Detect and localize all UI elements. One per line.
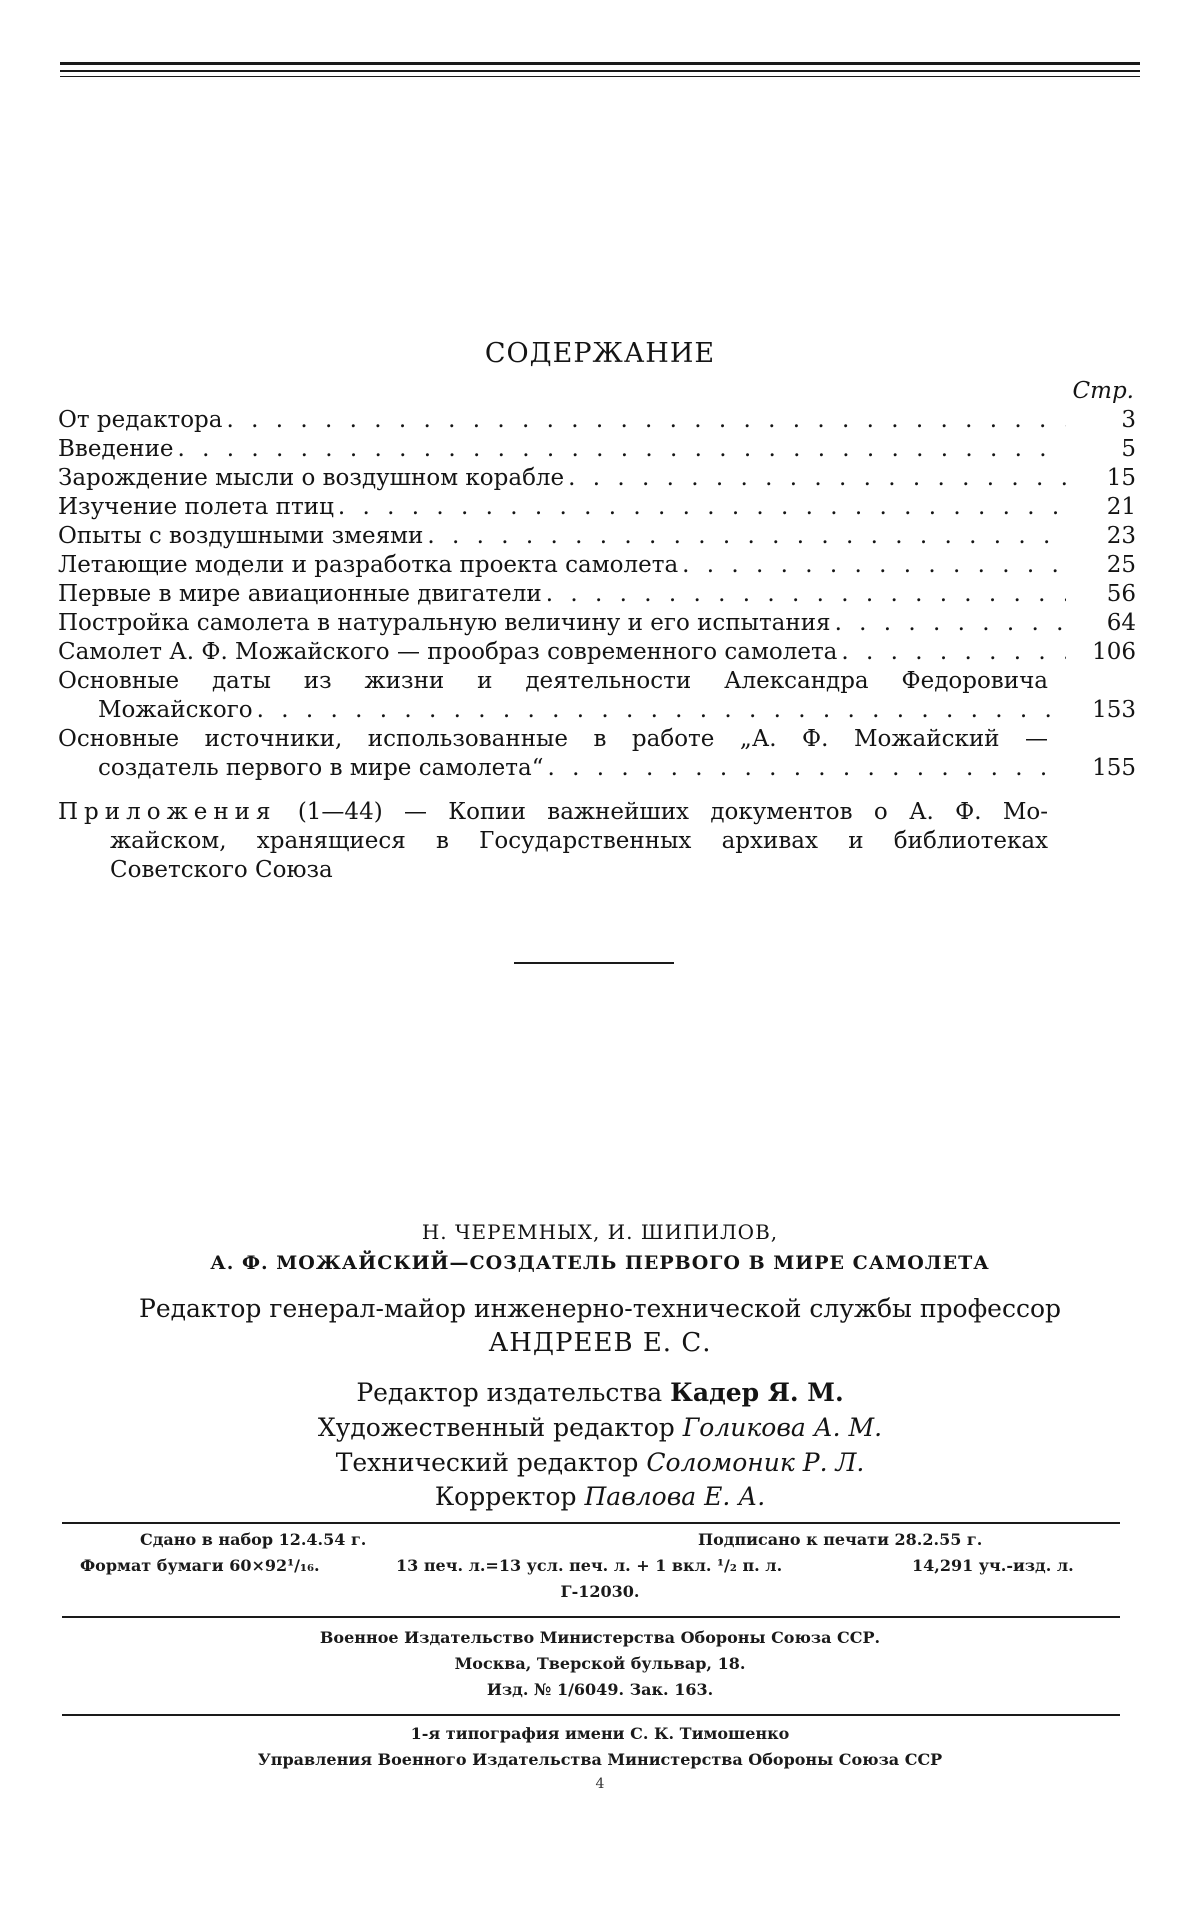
toc-entry-title: Введение — [58, 436, 174, 462]
imprint-rule — [62, 1714, 1120, 1716]
toc-entry-title-cont: создатель первого в мире самолета“ — [98, 755, 544, 781]
appendix-text: (1—44) — Копии важнейших документов о А. Ф. Мо- — [276, 799, 1048, 825]
publishing-editor — [0, 1378, 1200, 1407]
toc-leader — [334, 493, 1066, 522]
imprint-address: Москва, Тверской бульвар, 18. — [454, 1654, 746, 1673]
toc-entry-page: 153 — [1092, 697, 1136, 723]
toc-entry-title: Изучение полета птиц — [58, 494, 334, 520]
art-editor-name: Голикова А. М. — [682, 1413, 883, 1442]
toc-leader — [678, 551, 1066, 580]
toc-entry-page: 25 — [1106, 552, 1136, 578]
publishing-editor-label: Редактор издательства — [356, 1378, 671, 1407]
book-title: А. Ф. МОЖАЙСКИЙ—СОЗДАТЕЛЬ ПЕРВОГО В МИРЕ САМОЛЕТА — [210, 1252, 990, 1274]
toc-entry-title: Зарождение мысли о воздушном корабле — [58, 465, 565, 491]
imprint-volume: 14,291 уч.-изд. л. — [912, 1556, 1074, 1575]
appendix-line: жайском, хранящиеся в Государственных архивах и библиотеках — [110, 828, 1048, 854]
imprint-signed: Подписано к печати 28.2.55 г. — [698, 1530, 983, 1549]
toc-entry-page: 106 — [1092, 639, 1136, 665]
toc-entry-title: Опыты с воздушными змеями — [58, 523, 424, 549]
art-editor-label: Художественный редактор — [317, 1413, 683, 1442]
toc-entry-title: Постройка самолета в натуральную величину и его испытания — [58, 610, 831, 636]
top-rule — [60, 76, 1140, 77]
toc-leader — [837, 638, 1066, 667]
toc-entry — [58, 580, 1136, 609]
imprint-publisher: Военное Издательство Министерства Обороны Союза ССР. — [319, 1628, 881, 1647]
imprint-printer-org: Управления Военного Издательства Министерства Обороны Союза ССР — [257, 1750, 943, 1769]
imprint-rule — [62, 1522, 1120, 1524]
toc-entry-title: Первые в мире авиационные двигатели — [58, 581, 542, 607]
imprint-rule — [62, 1616, 1120, 1618]
corrector-name: Павлова Е. А. — [584, 1482, 766, 1511]
toc-leader — [174, 435, 1066, 464]
toc-entry — [58, 609, 1136, 638]
imprint-printer: 1-я типография имени С. К. Тимошенко — [410, 1724, 790, 1743]
toc-entry-page: 5 — [1121, 436, 1136, 462]
toc-entry — [58, 696, 1136, 725]
toc-entry-page: 15 — [1106, 465, 1136, 491]
editor-name: АНДРЕЕВ Е. С. — [488, 1328, 712, 1358]
authors: Н. ЧЕРЕМНЫХ, И. ШИПИЛОВ, — [421, 1220, 779, 1244]
imprint-sheets: 13 печ. л.=13 усл. печ. л. + 1 вкл. ¹/₂ п. л. — [396, 1556, 783, 1575]
top-rule — [60, 70, 1140, 72]
toc-leader — [543, 754, 1066, 783]
toc-leader — [831, 609, 1066, 638]
toc-page-header: Стр. — [1072, 378, 1134, 404]
toc-entry-page: 155 — [1092, 755, 1136, 781]
toc-entry — [58, 754, 1136, 783]
toc-entry — [58, 522, 1136, 551]
toc-leader — [542, 580, 1066, 609]
toc-appendix — [58, 798, 1048, 885]
appendix-label: Приложения — [58, 799, 277, 825]
imprint-format: Формат бумаги 60×92¹/₁₆. — [80, 1556, 320, 1575]
editor-line: Редактор генерал-майор инженерно-технической службы профессор — [139, 1294, 1061, 1323]
toc-entry-first-line — [58, 667, 1136, 696]
appendix-line — [58, 798, 1048, 827]
toc-entry-title: Основные даты из жизни и деятельности Александра Федоровича — [58, 668, 1048, 694]
toc-title: СОДЕРЖАНИЕ — [484, 338, 716, 369]
toc-leader — [253, 696, 1066, 725]
top-rule — [60, 62, 1140, 65]
corrector — [0, 1482, 1200, 1511]
toc-entry — [58, 638, 1136, 667]
tech-editor-name: Соломоник Р. Л. — [646, 1448, 865, 1477]
toc-entry-page: 21 — [1106, 494, 1136, 520]
tech-editor — [0, 1448, 1200, 1477]
toc-leader — [222, 406, 1066, 435]
toc-entry — [58, 464, 1136, 493]
toc-entry-page: 23 — [1106, 523, 1136, 549]
toc-leader — [564, 464, 1066, 493]
toc-entry — [58, 435, 1136, 464]
imprint-code: Г-12030. — [560, 1582, 640, 1601]
toc-entry-page: 64 — [1106, 610, 1136, 636]
toc-entry-title: Основные источники, использованные в работе „А. Ф. Можайский — — [58, 726, 1048, 752]
corrector-label: Корректор — [434, 1482, 585, 1511]
toc-entry-first-line — [58, 725, 1136, 754]
toc-entry-title: Летающие модели и разработка проекта самолета — [58, 552, 679, 578]
toc-entry-title-cont: Можайского — [98, 697, 253, 723]
toc-entry-title: От редактора — [58, 407, 223, 433]
toc-entry-page: 3 — [1121, 407, 1136, 433]
imprint-order: Изд. № 1/6049. Зак. 163. — [486, 1680, 714, 1699]
toc-entry-page: 56 — [1106, 581, 1136, 607]
toc-entry-title: Самолет А. Ф. Можайского — прообраз современного самолета — [58, 639, 838, 665]
toc-entry — [58, 493, 1136, 522]
tech-editor-label: Технический редактор — [335, 1448, 647, 1477]
toc-leader — [423, 522, 1066, 551]
imprint-sent-to-set: Сдано в набор 12.4.54 г. — [140, 1530, 367, 1549]
toc-entry — [58, 406, 1136, 435]
toc-entry — [58, 551, 1136, 580]
table-of-contents — [58, 406, 1136, 783]
art-editor — [0, 1413, 1200, 1442]
section-separator — [514, 962, 674, 964]
page-number: 4 — [595, 1776, 605, 1792]
publishing-editor-name: Кадер Я. М. — [670, 1378, 844, 1407]
appendix-line: Советского Союза — [110, 857, 333, 883]
